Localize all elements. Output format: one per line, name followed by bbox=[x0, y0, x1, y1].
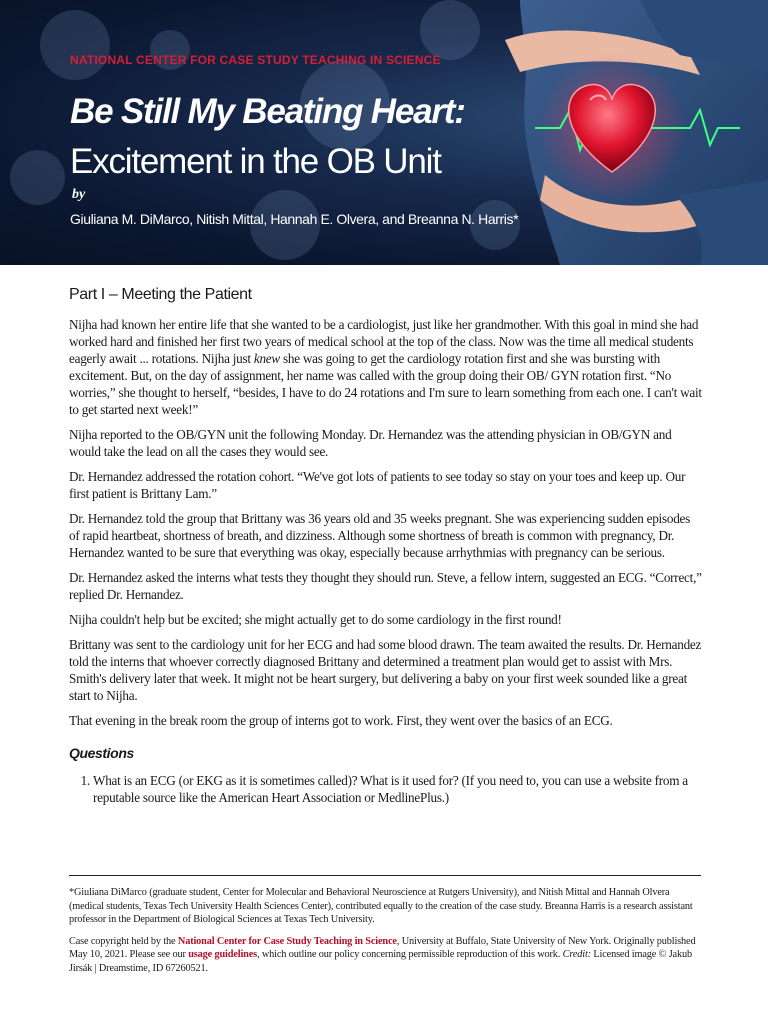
nccstl-link[interactable]: National Center for Case Study Teaching in Science bbox=[177, 935, 397, 947]
paragraph: Brittany was sent to the cardiology unit for her ECG and had some blood drawn. The team awaited the results. Dr. Hernandez told the interns that whoever correctly diagnosed Brittany and determined a treatment plan would get to assist with Mrs. Smith's delivery later that week. It might not be heart surgery, but delivering a baby on your first week sounded like a great start to Nijha. bbox=[69, 637, 702, 703]
case-subtitle: Excitement in the OB Unit bbox=[70, 142, 441, 181]
paragraph bbox=[69, 316, 703, 418]
case-body bbox=[69, 316, 703, 806]
paragraph-text: Nijha had known her entire life that she wanted to be a cardiologist, just like her grandmother. With this goal in mind she had worked hard and finished her first two years of medical school at the top of the class. Now was the time all medical students eagerly await ... rotations. Nijha just bbox=[69, 317, 699, 366]
paragraph: Dr. Hernandez asked the interns what tests they thought they should run. Steve, a fellow intern, suggested an ECG. “Correct,” replied Dr. Hernandez. bbox=[69, 570, 702, 602]
paragraph: Nijha couldn't help but be excited; she might actually get to do some cardiology in the first round! bbox=[69, 612, 562, 627]
part-heading: Part I – Meeting the Patient bbox=[69, 286, 252, 303]
footnotes bbox=[69, 886, 703, 983]
copyright-note bbox=[69, 935, 703, 976]
copyright-text: Case copyright held by the bbox=[69, 935, 178, 947]
paragraph-text: she was going to get the cardiology rotation first and she was bursting with excitement. But, on the day of assignment, her name was called with the group doing their OB/ GYN rotation first. “No worries,” she thought to herself, “besides, I have to do 24 rotations and I'm sure to learn something from each one. I can't wait to get started next week!” bbox=[69, 351, 702, 417]
question-item: 1. What is an ECG (or EKG as it is sometimes called)? What is it used for? (If you need to, you can use a website from a reputable source like the American Heart Association or MedlinePlus.) bbox=[93, 772, 703, 806]
paragraph: Dr. Hernandez told the group that Brittany was 36 years old and 35 weeks pregnant. She was experiencing sudden episodes of rapid heartbeat, shortness of breath, and dizziness. Although some shortness of breath is common with pregnancy, Dr. Hernandez wanted to be sure that everything was okay, especially because arrhythmias with pregnancy can be serious. bbox=[69, 511, 691, 560]
paragraph: That evening in the break room the group of interns got to work. First, they went over the basics of an ECG. bbox=[69, 713, 613, 728]
questions-heading: Questions bbox=[69, 745, 134, 761]
paragraph: Dr. Hernandez addressed the rotation cohort. “We've got lots of patients to see today so stay on your toes and keep up. Our first patient is Brittany Lam.” bbox=[69, 469, 686, 501]
author-footnote: *Giuliana DiMarco (graduate student, Center for Molecular and Behavioral Neuroscience at Rutgers University), and Nitish Mittal and Hannah Olvera (medical students, Texas Tech University Health Sciences Center), contributed equally to the creation of the case study. Breanna Harris is a research assistant professor in the Department of Biological Sciences at Texas Tech University. bbox=[69, 887, 693, 925]
footnote-divider bbox=[69, 875, 701, 876]
credit-label: Credit: bbox=[562, 949, 591, 960]
question-list bbox=[69, 772, 703, 806]
copyright-text: , which outline our policy concerning permissible reproduction of this work. bbox=[257, 949, 563, 960]
by-label: by bbox=[72, 187, 86, 202]
author-list: Giuliana M. DiMarco, Nitish Mittal, Hannah E. Olvera, and Breanna N. Harris* bbox=[70, 211, 519, 227]
emphasis-text: knew bbox=[253, 351, 280, 366]
case-title: Be Still My Beating Heart: bbox=[70, 92, 465, 131]
header-banner bbox=[0, 0, 768, 265]
copyright-text: , University at Buffalo, State University of New York. Originally published May 10, 2021. Please see our bbox=[69, 935, 696, 960]
org-name: NATIONAL CENTER FOR CASE STUDY TEACHING IN SCIENCE bbox=[70, 53, 441, 67]
usage-guidelines-link[interactable]: usage guidelines bbox=[188, 949, 258, 960]
paragraph: Nijha reported to the OB/GYN unit the following Monday. Dr. Hernandez was the attending physician in OB/GYN and would take the lead on all the cases they would see. bbox=[69, 427, 672, 459]
credit-text: Licensed image © Jakub Jirsák | Dreamstime, ID 67260521. bbox=[69, 949, 692, 974]
